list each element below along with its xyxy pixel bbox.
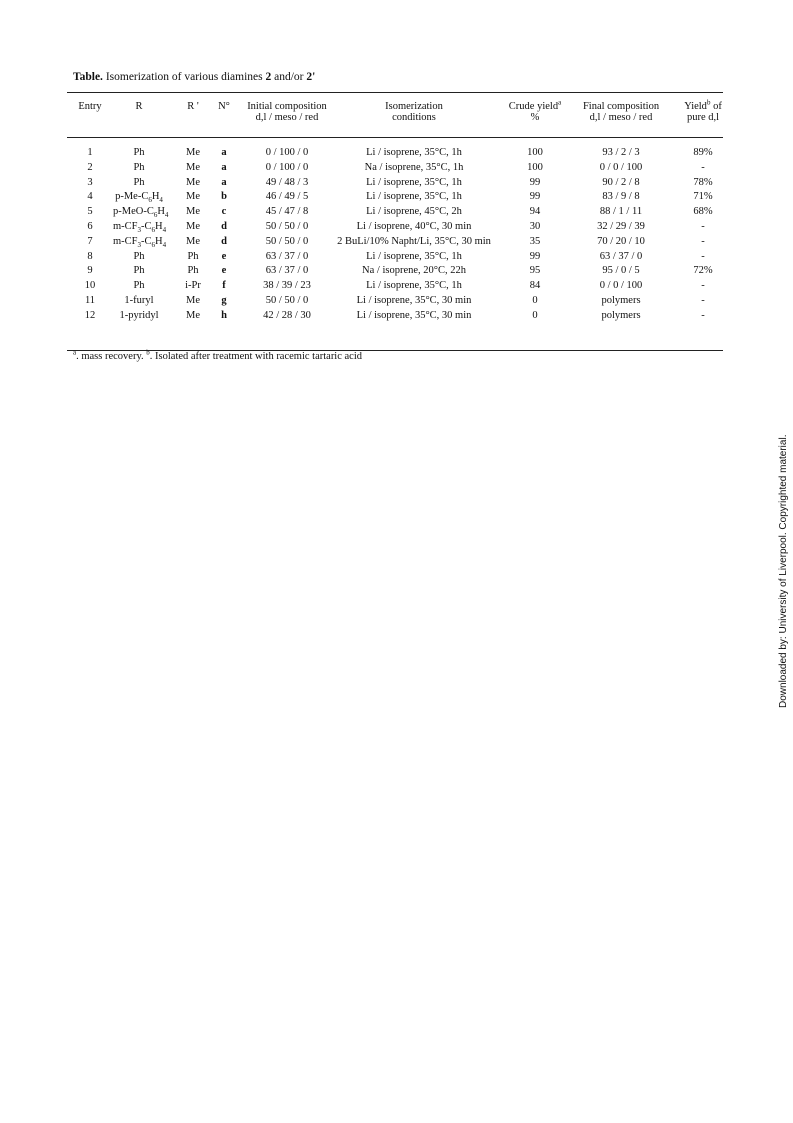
table-row xyxy=(67,251,723,265)
footnote-b-sup: b xyxy=(146,348,150,357)
cell-entry: 6 xyxy=(87,221,93,232)
cell-r xyxy=(113,191,165,205)
cell-pure: - xyxy=(701,221,705,232)
cell-conditions: 2 BuLi/10% Napht/Li, 35°C, 30 min xyxy=(337,235,491,247)
r-text: m-CF xyxy=(113,235,138,247)
cell-no: g xyxy=(221,295,227,306)
cell-entry: 9 xyxy=(87,265,93,277)
cell-r2: Me xyxy=(186,147,200,158)
cell-initial: 63 / 37 / 0 xyxy=(265,250,309,262)
footnote-a-text: . mass recovery. xyxy=(76,351,147,362)
cell-initial: 42 / 28 / 30 xyxy=(263,309,311,321)
cell-no: d xyxy=(221,235,227,247)
cell-final: 95 / 0 / 5 xyxy=(602,265,640,277)
cell-initial: 0 / 100 / 0 xyxy=(265,147,309,158)
table-caption xyxy=(73,71,315,83)
cell-initial: 45 / 47 / 8 xyxy=(265,206,309,218)
cell-entry: 3 xyxy=(87,176,93,188)
caption-text-before: Isomerization of various diamines xyxy=(102,71,266,83)
cell-crude: 94 xyxy=(529,206,541,218)
cell-conditions: Li / isoprene, 35°C, 1h xyxy=(366,191,462,203)
r-subscript: 4 xyxy=(159,196,163,205)
header-r-prime: R ' xyxy=(187,101,199,112)
cell-r2: Me xyxy=(186,235,200,247)
cell-r xyxy=(113,251,165,262)
cell-pure: 89% xyxy=(693,147,713,158)
cell-initial: 63 / 37 / 0 xyxy=(265,265,309,277)
r-text: H xyxy=(155,235,163,247)
table-row xyxy=(67,265,723,279)
cell-r xyxy=(113,295,165,306)
cell-conditions: Li / isoprene, 35°C, 1h xyxy=(366,147,462,158)
cell-no: h xyxy=(221,309,227,321)
r-text: Ph xyxy=(133,176,145,188)
cell-pure: - xyxy=(701,309,705,321)
cell-entry: 10 xyxy=(84,280,96,292)
cell-entry: 4 xyxy=(87,191,93,203)
cell-crude: 99 xyxy=(529,176,541,188)
caption-bold-2-prime: 2' xyxy=(306,71,316,83)
cell-crude: 99 xyxy=(529,191,541,203)
cell-r2: Me xyxy=(186,295,200,306)
r-subscript: 6 xyxy=(153,211,158,220)
cell-no: e xyxy=(221,265,227,277)
header-yield-of: of xyxy=(710,101,722,112)
cell-pure: 71% xyxy=(693,191,713,203)
r-text: p-Me-C xyxy=(115,191,149,203)
cell-final: 0 / 0 / 100 xyxy=(599,161,643,173)
r-subscript: 3 xyxy=(137,226,142,235)
table-top-rule xyxy=(67,92,723,93)
cell-r2: Me xyxy=(186,221,200,232)
cell-no: e xyxy=(221,250,227,262)
r-text: H xyxy=(155,221,163,232)
cell-conditions: Li / isoprene, 35°C, 30 min xyxy=(356,309,472,321)
cell-crude: 100 xyxy=(527,147,543,158)
r-text: Ph xyxy=(133,280,145,292)
r-text: p-MeO-C xyxy=(113,206,154,218)
caption-text-mid: and/or xyxy=(271,71,307,83)
table-row xyxy=(67,177,723,191)
cell-r xyxy=(113,236,165,247)
cell-conditions: Na / isoprene, 35°C, 1h xyxy=(364,161,464,173)
header-yield-text: Yield xyxy=(684,101,707,112)
cell-conditions: Li / isoprene, 35°C, 1h xyxy=(366,250,462,262)
cell-r xyxy=(113,162,165,173)
r-text: 1-furyl xyxy=(124,295,154,306)
r-subscript: 6 xyxy=(151,226,156,235)
cell-no: a xyxy=(221,147,227,158)
cell-no: c xyxy=(221,206,227,218)
cell-final: 63 / 37 / 0 xyxy=(599,250,643,262)
header-initial-composition: Initial composition xyxy=(247,101,327,112)
r-text: -C xyxy=(141,235,152,247)
header-crude-yield-text: Crude yield xyxy=(508,101,559,112)
cell-initial: 0 / 100 / 0 xyxy=(265,161,309,173)
caption-label: Table. xyxy=(73,71,103,83)
cell-initial: 46 / 49 / 5 xyxy=(265,191,309,203)
table-row xyxy=(67,221,723,235)
cell-initial: 49 / 48 / 3 xyxy=(265,176,309,188)
cell-r2: Me xyxy=(186,309,200,321)
header-final-composition: Final composition xyxy=(582,101,660,112)
header-crude-yield-sub: % xyxy=(530,112,540,123)
cell-r2: Me xyxy=(186,191,200,203)
cell-r xyxy=(113,206,169,220)
caption-bold-2: 2 xyxy=(265,71,272,83)
cell-final: 93 / 2 / 3 xyxy=(602,147,640,158)
cell-entry: 12 xyxy=(84,309,96,321)
cell-pure: 78% xyxy=(693,176,713,188)
table-row xyxy=(67,310,723,324)
cell-crude: 99 xyxy=(529,250,541,262)
cell-final: 90 / 2 / 8 xyxy=(602,176,640,188)
cell-no: d xyxy=(221,221,227,232)
cell-r xyxy=(113,280,165,291)
cell-no: f xyxy=(222,280,226,292)
cell-crude: 35 xyxy=(529,235,541,247)
table-row xyxy=(67,236,723,250)
table-header-rule xyxy=(67,137,723,138)
download-notice: Downloaded by: University of Liverpool. Copyrighted material. xyxy=(778,434,789,708)
cell-initial: 50 / 50 / 0 xyxy=(265,235,309,247)
cell-pure: - xyxy=(701,295,705,306)
r-subscript: 4 xyxy=(162,240,167,249)
header-r: R xyxy=(135,101,143,112)
r-text: H xyxy=(151,191,160,203)
cell-r xyxy=(113,310,165,321)
table-row xyxy=(67,295,723,309)
cell-r2: Me xyxy=(186,206,200,218)
cell-crude: 30 xyxy=(529,221,541,232)
table-row xyxy=(67,191,723,205)
cell-final: 70 / 20 / 10 xyxy=(597,235,645,247)
header-entry: Entry xyxy=(78,101,102,112)
header-final-composition-sub: d,l / meso / red xyxy=(589,112,653,123)
cell-no: a xyxy=(221,176,227,188)
header-initial-composition-sub: d,l / meso / red xyxy=(255,112,319,123)
header-yield-pure-sub: pure d,l xyxy=(686,112,720,123)
table-row xyxy=(67,206,723,220)
header-crude-yield-sup: a xyxy=(558,98,562,107)
table-row xyxy=(67,147,723,161)
cell-r xyxy=(113,177,165,188)
cell-initial: 38 / 39 / 23 xyxy=(263,280,311,292)
cell-no: b xyxy=(221,191,227,203)
r-text: m-CF xyxy=(113,221,138,232)
table-row xyxy=(67,280,723,294)
cell-crude: 0 xyxy=(532,295,538,306)
cell-conditions: Li / isoprene, 45°C, 2h xyxy=(366,206,462,218)
cell-r2: i-Pr xyxy=(185,280,201,292)
table-footnote xyxy=(73,348,363,362)
cell-conditions: Li / isoprene, 35°C, 30 min xyxy=(356,295,472,306)
cell-entry: 1 xyxy=(87,147,93,158)
r-text: H xyxy=(157,206,165,218)
cell-final: 0 / 0 / 100 xyxy=(599,280,643,292)
header-yield-sup: b xyxy=(706,98,711,107)
r-text: Ph xyxy=(133,265,145,277)
cell-r xyxy=(113,265,165,276)
cell-no: a xyxy=(221,161,227,173)
cell-r xyxy=(113,147,165,158)
cell-conditions: Na / isoprene, 20°C, 22h xyxy=(362,265,466,277)
r-text: Ph xyxy=(133,161,145,173)
cell-pure: - xyxy=(701,250,705,262)
cell-initial: 50 / 50 / 0 xyxy=(265,221,309,232)
cell-pure: 72% xyxy=(693,265,713,277)
cell-entry: 11 xyxy=(84,295,96,306)
cell-final: 83 / 9 / 8 xyxy=(602,191,640,203)
header-isomerization: Isomerization xyxy=(385,101,443,112)
cell-final: 88 / 1 / 11 xyxy=(599,206,643,218)
header-yield-pure xyxy=(673,98,733,112)
cell-initial: 50 / 50 / 0 xyxy=(265,295,309,306)
r-text: -C xyxy=(141,221,152,232)
cell-final: 32 / 29 / 39 xyxy=(597,221,645,232)
cell-final: polymers xyxy=(601,309,641,321)
cell-conditions: Li / isoprene, 35°C, 1h xyxy=(366,176,462,188)
cell-conditions: Li / isoprene, 35°C, 1h xyxy=(366,280,462,292)
cell-crude: 0 xyxy=(532,309,538,321)
r-text: Ph xyxy=(133,250,145,262)
r-text: Ph xyxy=(133,147,145,158)
r-subscript: 4 xyxy=(164,211,169,220)
cell-entry: 5 xyxy=(87,206,93,218)
footnote-b-text: . Isolated after treatment with racemic tartaric acid xyxy=(149,351,363,362)
cell-r2: Ph xyxy=(187,250,199,262)
cell-r xyxy=(113,221,167,235)
cell-crude: 100 xyxy=(527,161,543,173)
header-crude-yield xyxy=(503,98,567,112)
r-subscript: 3 xyxy=(137,240,142,249)
cell-pure: - xyxy=(701,235,705,247)
r-text: 1-pyridyl xyxy=(119,309,159,321)
cell-conditions: Li / isoprene, 40°C, 30 min xyxy=(356,221,472,232)
cell-final: polymers xyxy=(601,295,641,306)
footnote-a-sup: a xyxy=(73,348,77,357)
cell-crude: 95 xyxy=(529,265,541,277)
cell-r2: Me xyxy=(186,161,200,173)
cell-entry: 2 xyxy=(87,161,93,173)
r-subscript: 6 xyxy=(151,240,156,249)
table-row xyxy=(67,162,723,176)
header-no: N° xyxy=(218,101,230,112)
cell-pure: - xyxy=(701,161,705,173)
cell-crude: 84 xyxy=(529,280,541,292)
r-subscript: 4 xyxy=(162,226,167,235)
cell-r2: Ph xyxy=(187,265,199,277)
cell-pure: 68% xyxy=(693,206,713,218)
cell-entry: 8 xyxy=(87,250,93,262)
header-isomerization-sub: conditions xyxy=(392,112,436,123)
r-subscript: 6 xyxy=(148,196,152,205)
cell-entry: 7 xyxy=(87,235,93,247)
cell-pure: - xyxy=(701,280,705,292)
cell-r2: Me xyxy=(186,176,200,188)
